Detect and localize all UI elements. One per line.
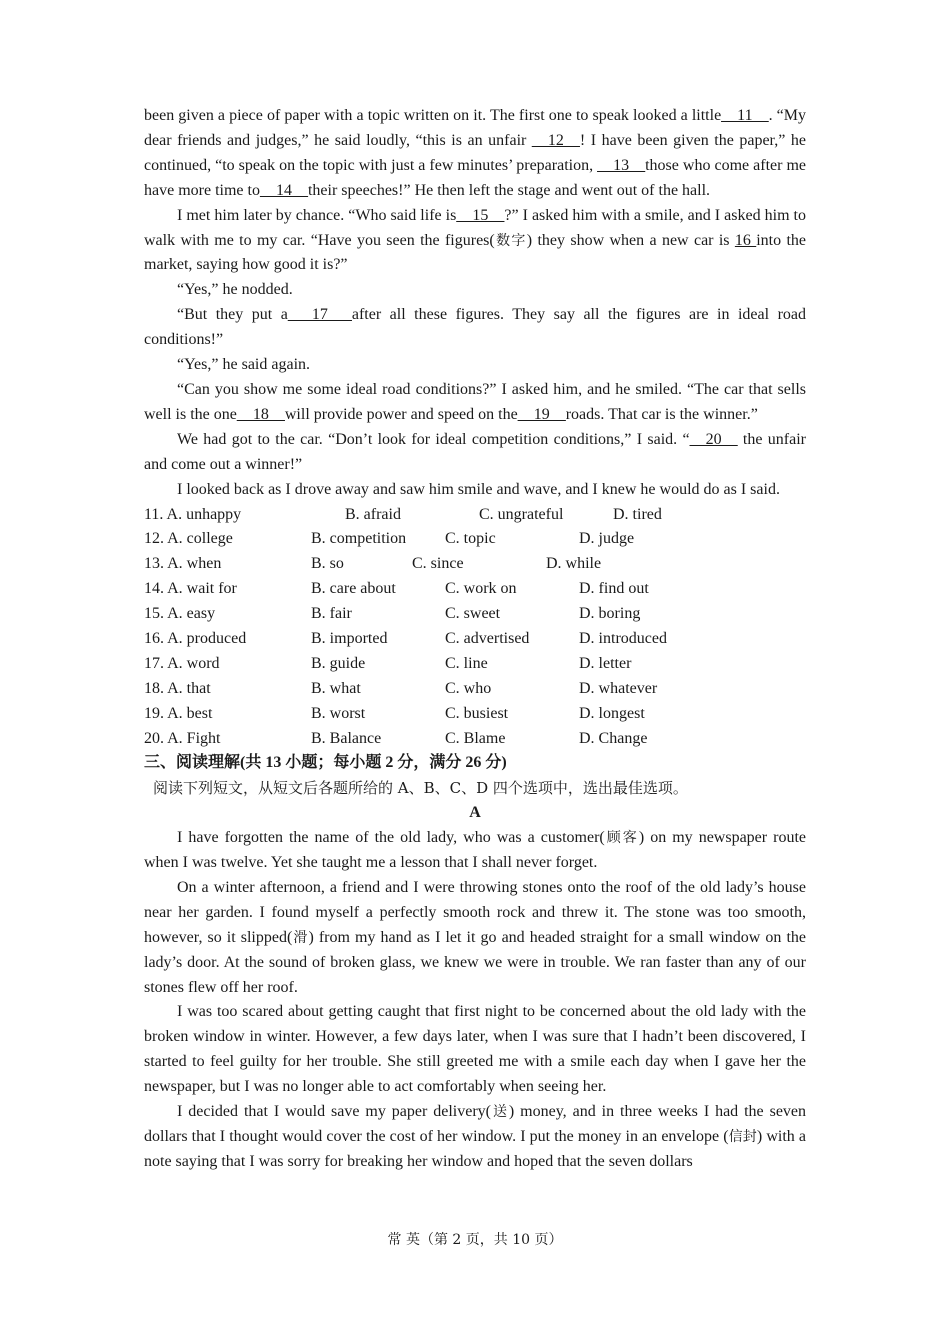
text: ) from my hand as I let it go and headed straight for a small window on the lady’s door. At the sound of broken glass, we knew we were in trouble. We ran faster than any of our stones flew off her roof. [144,928,807,996]
blank-13: __13__ [597,156,646,174]
text: ) with a note saying that I was sorry for breaking her window and hoped that the seven dollars [144,1128,807,1170]
text: . “My dear friends and judges,” he said loudly, “this is an unfair [144,107,806,149]
option-row-17 [144,652,806,677]
option-c: C. ungrateful [479,505,564,523]
cloze-paragraph-8: I looked back as I drove away and saw him smile and wave, and I knew he would do as I said. [177,480,780,498]
blank-14: __14__ [259,181,308,199]
option-b: B. guide [311,654,366,672]
option-a: 11. A. unhappy [144,505,242,523]
options-list [144,503,806,752]
option-d: D. boring [579,605,641,623]
cloze-paragraph-5: “Yes,” he said again. [177,356,311,374]
section-title: 三、阅读理解(共 13 小题；每小题 2 分，满分 26 分) [144,754,507,772]
text: after all these figures. They say all the figures are in ideal road conditions!” [144,306,807,349]
text: I decided that I would save my paper delivery( [177,1103,492,1121]
option-b: B. fair [311,605,352,623]
option-c: C. busiest [445,704,509,722]
option-a: 19. A. best [144,704,213,722]
blank-15: __15__ [456,206,505,224]
page-content [144,104,806,1175]
text: We had got to the car. “Don’t look for ideal competition conditions,” I said. “ [177,430,690,448]
option-row-12 [144,527,806,552]
text: the unfair and come out a winner!” [144,430,807,473]
option-b: B. care about [311,580,396,598]
cloze-paragraph-3: “Yes,” he nodded. [177,281,293,299]
blank-12: __12__ [531,131,580,149]
blank-17: ___17___ [287,306,352,324]
option-b: B. so [311,555,344,573]
gloss: 信封 [728,1129,757,1145]
option-c: C. who [445,679,492,697]
blank-19: __19__ [517,405,566,423]
option-row-15 [144,602,806,627]
option-row-14 [144,577,806,602]
text: will provide power and speed on the [284,405,518,423]
reading-paragraph-2 [144,876,806,1001]
blank-16: 16 [734,231,757,249]
option-b: B. imported [311,629,388,647]
option-b: B. afraid [345,505,401,523]
option-b: B. what [311,679,361,697]
text: those who come after me have more time to [144,156,806,199]
option-d: D. judge [579,530,635,548]
option-a: 15. A. easy [144,605,216,623]
gloss: 滑 [292,929,309,946]
reading-paragraph-3: I was too scared about getting caught that first night to be concerned about the old lady with the broken window in winter. However, a few days later, when I was sure that I hadn’t been discovered, I started to feel guilty for her trouble. She still greeted me with a smile each day when I gave her the newspaper, but I was no longer able to act comfortably when seeing her. [144,1003,806,1096]
section-instruction: 阅读下列短文，从短文后各题所给的 A、B、C、D 四个选项中，选出最佳选项。 [153,779,688,798]
reading-paragraph-4 [144,1100,806,1175]
gloss: 数字 [494,232,527,249]
text: I have forgotten the name of the old lady, who was a customer( [177,829,605,847]
option-d: D. tired [613,505,662,523]
option-c: C. topic [445,530,496,548]
blank-18: __18__ [236,405,285,423]
cloze-paragraph-4 [144,303,806,353]
option-c: C. work on [445,580,517,598]
option-a: 20. A. Fight [144,729,221,747]
option-row-18 [144,677,806,702]
option-b: B. competition [311,530,407,548]
option-c: C. line [445,654,488,672]
page-footer: 常 英（第 2 页，共 10 页） [387,1232,563,1248]
option-a: 12. A. college [144,530,233,548]
option-d: D. longest [579,704,645,722]
gloss: 顾客 [604,830,639,847]
option-b: B. worst [311,704,366,722]
option-a: 14. A. wait for [144,580,237,598]
text: ! I have been given the paper,” he continued, “to speak on the topic with just a few minutes’ preparation, [144,131,807,174]
text: ?” I asked him with a smile, and I asked him to walk with me to my car. “Have you seen the figures( [144,206,806,249]
text: “But they put a [177,306,288,324]
option-a: 18. A. that [144,679,211,697]
reading-paragraph-1 [144,826,806,876]
option-d: D. letter [579,654,632,672]
passage-label: A [469,804,481,822]
option-d: D. while [546,555,602,573]
text: into the market, saying how good it is?” [144,231,807,274]
blank-11: __11__ [721,107,769,124]
option-c: C. since [412,555,464,573]
text: their speeches!” He then left the stage and went out of the hall. [307,181,711,199]
cloze-paragraph-1 [144,104,806,204]
text: roads. That car is the winner.” [565,405,758,423]
option-a: 17. A. word [144,654,220,672]
text: On a winter afternoon, a friend and I were throwing stones onto the roof of the old lady’s house near her garden. I found myself a perfectly smooth rock and threw it. The stone was too smooth, however, so it slipped( [144,878,806,946]
option-d: D. introduced [579,629,667,647]
text: I met him later by chance. “Who said life is [177,206,457,224]
option-row-20 [144,727,806,752]
option-b: B. Balance [311,729,382,747]
cloze-paragraph-2 [144,204,806,279]
option-d: D. whatever [579,679,658,697]
text: “Can you show me some ideal road conditions?” I asked him, and he smiled. “The car that sells well is the one [144,380,806,423]
option-row-11 [144,503,806,528]
option-d: D. Change [579,729,648,747]
option-row-16 [144,627,806,652]
option-a: 16. A. produced [144,629,247,647]
text: ) money, and in three weeks I had the seven dollars that I thought would cover the cost of her window. I put the money in an envelope ( [144,1103,807,1145]
cloze-paragraph-6 [144,378,806,428]
option-d: D. find out [579,580,649,598]
option-c: C. Blame [445,729,506,747]
option-row-13 [144,552,806,577]
gloss: 送 [491,1104,509,1121]
option-a: 13. A. when [144,555,222,573]
option-row-19 [144,702,806,727]
text: been given a piece of paper with a topic written on it. The first one to speak looked a little [144,107,722,124]
option-c: C. advertised [445,629,530,647]
cloze-paragraph-7 [144,428,806,478]
option-c: C. sweet [445,605,501,623]
text: ) they show when a new car is [526,231,735,249]
blank-20: __20__ [689,430,738,448]
text: ) on my newspaper route when I was twelve. Yet she taught me a lesson that I shall never forget. [144,829,807,872]
